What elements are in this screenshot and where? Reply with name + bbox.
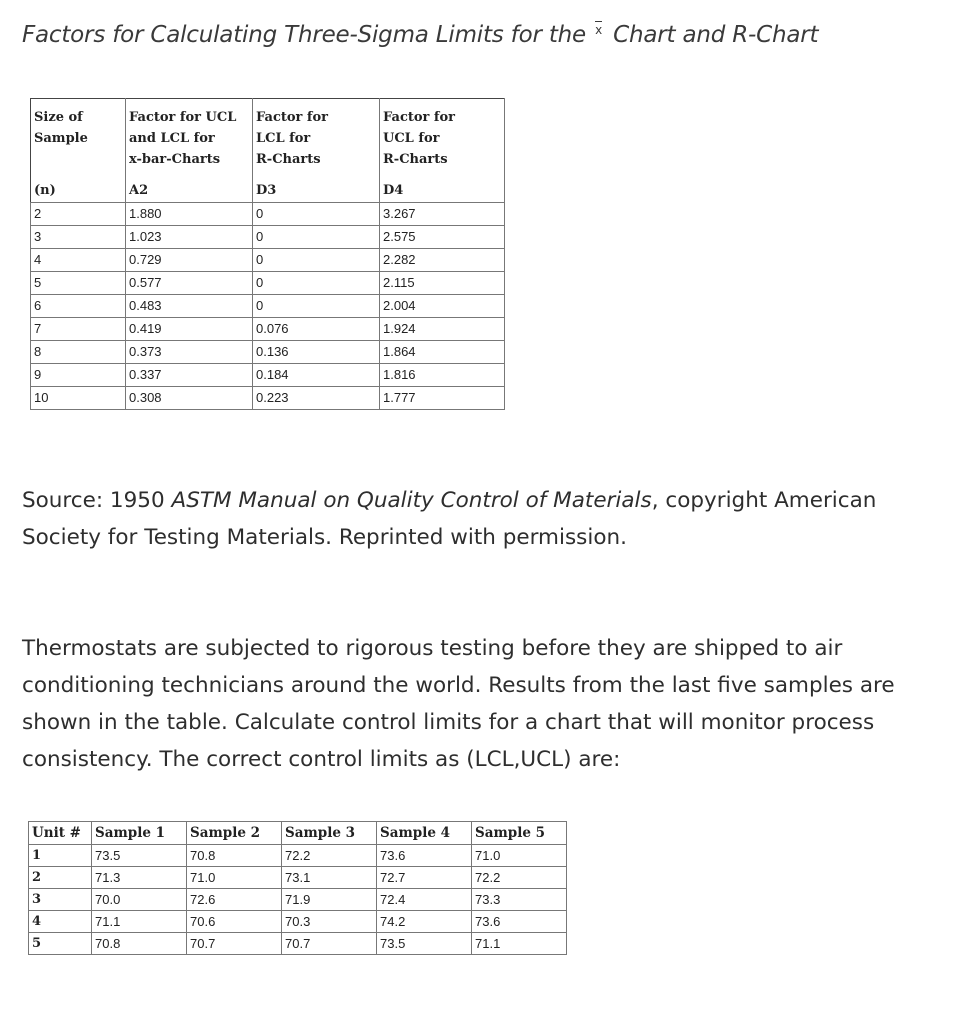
factors-row-cell: 0 <box>253 203 380 226</box>
samples-row-cell: 73.6 <box>377 845 472 867</box>
symbol-n: (n) <box>31 179 126 203</box>
factors-row-cell: 1.023 <box>126 226 253 249</box>
factors-row-cell: 3.267 <box>380 203 505 226</box>
samples-row-cell: 73.3 <box>472 889 567 911</box>
title-before: Factors for Calculating Three-Sigma Limits for the <box>22 22 586 48</box>
header-sample-1: Sample 1 <box>92 822 187 845</box>
samples-row-cell: 73.5 <box>377 933 472 955</box>
samples-row-cell: 72.6 <box>187 889 282 911</box>
factors-body <box>31 203 505 410</box>
samples-row-cell: 70.3 <box>282 911 377 933</box>
factors-row-cell: 0.577 <box>126 272 253 295</box>
factors-row <box>31 226 505 249</box>
factors-row-cell: 5 <box>31 272 126 295</box>
factors-row-cell: 0.308 <box>126 387 253 410</box>
samples-row-cell: 73.5 <box>92 845 187 867</box>
samples-row-cell: 70.0 <box>92 889 187 911</box>
samples-row <box>29 845 567 867</box>
samples-row-cell: 71.3 <box>92 867 187 889</box>
factors-row-cell: 0.223 <box>253 387 380 410</box>
factors-row <box>31 295 505 318</box>
samples-row-cell: 73.6 <box>472 911 567 933</box>
factors-row-cell: 0.373 <box>126 341 253 364</box>
factors-row <box>31 341 505 364</box>
factors-row-cell: 2.282 <box>380 249 505 272</box>
factors-row <box>31 203 505 226</box>
factors-row-cell: 1.924 <box>380 318 505 341</box>
factors-row <box>31 364 505 387</box>
samples-row <box>29 933 567 955</box>
header-sample-size: Size of Sample <box>31 99 126 180</box>
header-unit: Unit # <box>29 822 92 845</box>
x-bar-symbol: x <box>595 23 602 37</box>
factors-table <box>30 98 505 410</box>
samples-row-cell: 72.2 <box>282 845 377 867</box>
samples-row <box>29 889 567 911</box>
factors-row-cell: 0.483 <box>126 295 253 318</box>
factors-row-cell: 8 <box>31 341 126 364</box>
samples-row-cell: 73.1 <box>282 867 377 889</box>
factors-row-cell: 4 <box>31 249 126 272</box>
title-after: Chart and R-Chart <box>613 22 819 48</box>
header-sample-4: Sample 4 <box>377 822 472 845</box>
source-title: ASTM Manual on Quality Control of Materials <box>171 488 652 513</box>
samples-row-cell: 4 <box>29 911 92 933</box>
header-a2: Factor for UCL and LCL for x-bar-Charts <box>126 99 253 180</box>
samples-row <box>29 911 567 933</box>
factors-row <box>31 318 505 341</box>
factors-header-row <box>31 99 505 180</box>
factors-row-cell: 10 <box>31 387 126 410</box>
samples-row-cell: 71.0 <box>187 867 282 889</box>
factors-row-cell: 2.575 <box>380 226 505 249</box>
factors-row-cell: 1.777 <box>380 387 505 410</box>
samples-row-cell: 70.8 <box>187 845 282 867</box>
samples-row-cell: 5 <box>29 933 92 955</box>
factors-row-cell: 0 <box>253 249 380 272</box>
problem-statement: Thermostats are subjected to rigorous testing before they are shipped to air conditioning technicians around the world. Results from the last five samples are shown in the table. Calculate control limits for a chart that will monitor process consistency. The correct control limits as (LCL,UCL) are: <box>22 636 895 772</box>
samples-header-row <box>29 822 567 845</box>
header-sample-3: Sample 3 <box>282 822 377 845</box>
factors-row-cell: 0 <box>253 295 380 318</box>
factors-row-cell: 2.004 <box>380 295 505 318</box>
factors-row-cell: 1.880 <box>126 203 253 226</box>
samples-table <box>28 821 567 955</box>
samples-row-cell: 1 <box>29 845 92 867</box>
factors-row-cell: 0 <box>253 226 380 249</box>
factors-row-cell: 9 <box>31 364 126 387</box>
samples-row-cell: 71.1 <box>472 933 567 955</box>
factors-row-cell: 6 <box>31 295 126 318</box>
samples-row-cell: 72.2 <box>472 867 567 889</box>
samples-row-cell: 71.1 <box>92 911 187 933</box>
factors-row-cell: 2 <box>31 203 126 226</box>
factors-row-cell: 1.864 <box>380 341 505 364</box>
factors-row <box>31 249 505 272</box>
samples-row-cell: 70.8 <box>92 933 187 955</box>
samples-row-cell: 70.7 <box>282 933 377 955</box>
header-d3: Factor for LCL for R-Charts <box>253 99 380 180</box>
samples-row-cell: 71.0 <box>472 845 567 867</box>
page-title <box>22 22 962 48</box>
factors-row-cell: 2.115 <box>380 272 505 295</box>
factors-row-cell: 3 <box>31 226 126 249</box>
samples-row-cell: 2 <box>29 867 92 889</box>
header-sample-2: Sample 2 <box>187 822 282 845</box>
samples-body <box>29 845 567 955</box>
factors-row-cell: 0.184 <box>253 364 380 387</box>
symbol-d3: D3 <box>253 179 380 203</box>
samples-row-cell: 70.7 <box>187 933 282 955</box>
factors-row-cell: 0.076 <box>253 318 380 341</box>
factors-row <box>31 272 505 295</box>
factors-row-cell: 0.337 <box>126 364 253 387</box>
samples-row <box>29 867 567 889</box>
factors-row-cell: 0.136 <box>253 341 380 364</box>
samples-row-cell: 72.7 <box>377 867 472 889</box>
samples-row-cell: 74.2 <box>377 911 472 933</box>
factors-row-cell: 0 <box>253 272 380 295</box>
samples-row-cell: 72.4 <box>377 889 472 911</box>
symbol-a2: A2 <box>126 179 253 203</box>
symbol-d4: D4 <box>380 179 505 203</box>
factors-symbol-row <box>31 179 505 203</box>
factors-row-cell: 1.816 <box>380 364 505 387</box>
factors-row-cell: 0.419 <box>126 318 253 341</box>
factors-row-cell: 7 <box>31 318 126 341</box>
samples-row-cell: 71.9 <box>282 889 377 911</box>
source-citation: Source: 1950 ASTM Manual on Quality Control of Materials, copyright American Society for Testing Materials. Reprinted with permission. <box>22 488 877 550</box>
header-sample-5: Sample 5 <box>472 822 567 845</box>
header-d4: Factor for UCL for R-Charts <box>380 99 505 180</box>
samples-row-cell: 70.6 <box>187 911 282 933</box>
samples-row-cell: 3 <box>29 889 92 911</box>
factors-row <box>31 387 505 410</box>
factors-row-cell: 0.729 <box>126 249 253 272</box>
